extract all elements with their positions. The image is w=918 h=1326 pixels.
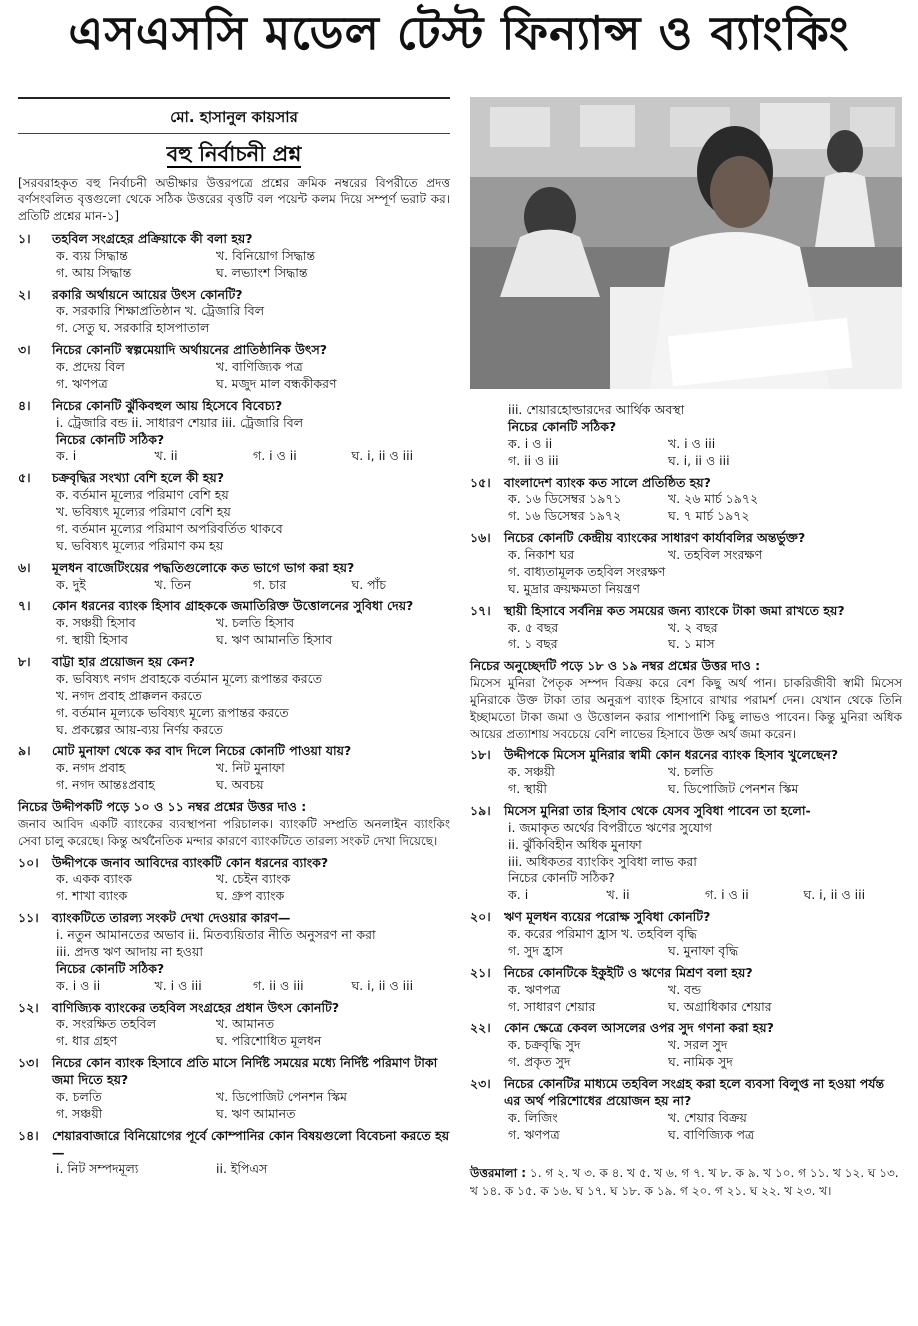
question-15: ১৫। বাংলাদেশ ব্যাংক কত সালে প্রতিষ্ঠিত হয়? ক. ১৬ ডিসেম্বর ১৯৭১ খ. ২৬ মার্চ ১৯৭২ গ. ১৬ ডিসেম্বর ১৯৭২ ঘ. ৭ মার্চ ১৯৭২ (470, 474, 759, 524)
passage-2-heading: নিচের অনুচ্ছেদটি পড়ে ১৮ ও ১৯ নম্বর প্রশ্নের উত্তর দাও : (470, 658, 761, 674)
left-column (18, 97, 450, 1178)
question-23: ২৩। নিচের কোনটির মাধ্যমে তহবিল সংগ্রহ করা হলে ব্যবসা বিলুপ্ত না হওয়া পর্যন্ত এর অর্থ পরিশোধের প্রয়োজন হয় না? ক. লিজিং খ. শেয়ার বিক্রয় গ. ঋণপত্র ঘ. বাণিজ্যিক পত্র (470, 1076, 885, 1142)
question-8: ৮। বাট্টা হার প্রয়োজন হয় কেন? ক. ভবিষ্যৎ নগদ প্রবাহকে বর্তমান মূল্যে রূপান্তর করতে খ. নগদ প্রবাহ প্রাক্কলন করতে গ. বর্তমান মূল্যকে ভবিষ্যৎ মূল্যে রূপান্তর করতে ঘ. প্রকল্পের আয়-ব্যয় নির্ণয় করতে (18, 654, 323, 737)
question-14: ১৪। শেয়ারবাজারে বিনিয়োগের পূর্বে কোম্পানির কোন বিষয়গুলো বিবেচনা করতে হয়— i. নিট সম্পদমূল্য ii. ইপিএস (18, 1127, 450, 1177)
question-5: ৫। চক্রবৃদ্ধির সংখ্যা বেশি হলে কী হয়? ক. বর্তমান মূল্যের পরিমাণ বেশি হয় খ. ভবিষ্যৎ মূল্যের পরিমাণ বেশি হয় গ. বর্তমান মূল্যের পরিমাণ অপরিবর্তিত থাকবে ঘ. ভবিষ্যৎ মূল্যের পরিমাণ কম হয় (18, 470, 283, 553)
instructions: [সরবরাহকৃত বহু নির্বাচনী অভীক্ষার উত্তরপত্রে প্রশ্নের ক্রমিক নম্বরের বিপরীতে প্রদত্ত বর্ণসংবলিত বৃত্তগুলো থেকে সঠিক উত্তরের বৃত্তটি বল পয়েন্ট কলম দিয়ে সম্পূর্ণ ভরাট কর। প্রতিটি প্রশ্নের মান-১] (18, 175, 450, 224)
question-16: ১৬। নিচের কোনটি কেন্দ্রীয় ব্যাংকের সাধারণ কার্যাবলির অন্তর্ভুক্ত? ক. নিকাশ ঘর খ. তহবিল সংরক্ষণ গ. বাধ্যতামূলক তহবিল সংরক্ষণ ঘ. মুদ্রার ক্রয়ক্ষমতা নিয়ন্ত্রণ (470, 530, 806, 596)
question-21: ২১। নিচের কোনটিকে ইকুইটি ও ঋণের মিশ্রণ বলা হয়? ক. ঋণপত্র খ. বন্ড গ. সাধারণ শেয়ার ঘ. অগ্রাধিকার শেয়ার (470, 964, 772, 1014)
question-14-continued: iii. শেয়ারহোল্ডারদের আর্থিক অবস্থা নিচের কোনটি সঠিক? ক. i ও ii খ. i ও iii গ. ii ও iii ঘ. i, ii ও iii (508, 402, 730, 468)
question-4: ৪। নিচের কোনটি ঝুঁকিবহুল আয় হিসেবে বিবেচ্য? i. ট্রেজারি বন্ড ii. সাধারণ শেয়ার iii. ট্রেজারি বিল নিচের কোনটি সঠিক? ক. i খ. ii গ. i ও ii ঘ. i, ii ও iii (18, 397, 414, 464)
question-3: ৩। নিচের কোনটি স্বল্পমেয়াদি অর্থায়নের প্রাতিষ্ঠানিক উৎস? ক. প্রদেয় বিল খ. বাণিজ্যিক পত্র গ. ঋণপত্র ঘ. মজুদ মাল বন্ধকীকরণ (18, 342, 337, 391)
section-heading: বহু নির্বাচনী প্রশ্ন (166, 142, 302, 167)
page-title: এসএসসি মডেল টেস্ট ফিন্যান্স ও ব্যাংকিং (68, 6, 850, 60)
question-6: ৬। মূলধন বাজেটিংয়ের পদ্ধতিগুলোকে কত ভাগে ভাগ করা হয়? ক. দুই খ. তিন গ. চার ঘ. পাঁচ (18, 559, 387, 592)
passage-1-heading: নিচের উদ্দীপকটি পড়ে ১০ ও ১১ নম্বর প্রশ্নের উত্তর দাও : (18, 799, 307, 815)
question-1: ১। তহবিল সংগ্রহের প্রক্রিয়াকে কী বলা হয়? ক. ব্যয় সিদ্ধান্ত খ. বিনিয়োগ সিদ্ধান্ত গ. আয় সিদ্ধান্ত ঘ. লভ্যাংশ সিদ্ধান্ত (18, 230, 316, 280)
top-rule (18, 97, 450, 99)
passage-1: জনাব আবিদ একটি ব্যাংকের ব্যবস্থাপনা পরিচালক। ব্যাংকটি সম্প্রতি অনলাইন ব্যাংকিং সেবা চালু করেছে। কিন্তু অর্থনৈতিক মন্দার কারণে ব্যাংকটিতে তারল্য সংকট দেখা দিয়েছে। (18, 816, 450, 848)
question-9: ৯। মোট মুনাফা থেকে কর বাদ দিলে নিচের কোনটি পাওয়া যায়? ক. নগদ প্রবাহ খ. নিট মুনাফা গ. নগদ আন্তঃপ্রবাহ ঘ. অবচয় (18, 743, 352, 793)
exam-hall-photo (470, 97, 902, 389)
answer-key: উত্তরমালা : ১. গ ২. খ ৩. ক ৪. খ ৫. খ ৬. গ ৭. খ ৮. ক ৯. খ ১০. গ ১১. খ ১২. ঘ ১৩. খ ১৪. ক ১৫. ক ১৬. ঘ ১৭. ঘ ১৮. ক ১৯. গ ২০. গ ২১. ঘ ২২. খ ২৩. খ। (470, 1165, 899, 1199)
question-12: ১২। বাণিজ্যিক ব্যাংকের তহবিল সংগ্রহের প্রধান উৎস কোনটি? ক. সংরক্ষিত তহবিল খ. আমানত গ. ধার গ্রহণ ঘ. পরিশোধিত মূলধন (18, 999, 340, 1049)
right-column (470, 397, 902, 1201)
question-19: ১৯। মিসেস মুনিরা তার হিসাব থেকে যেসব সুবিধা পাবেন তা হলো- i. জমাকৃত অর্থের বিপরীতে ঋণের সুযোগ ii. ঝুঁকিবিহীন অধিক মুনাফা iii. অধিকতর ব্যাংকিং সুবিধা লাভ করা নিচের কোনটি সঠিক? ক. i খ. ii গ. i ও ii ঘ. i, ii ও iii (470, 802, 866, 903)
question-17: ১৭। স্থায়ী হিসাবে সর্বনিম্ন কত সময়ের জন্য ব্যাংকে টাকা জমা রাখতে হয়? ক. ৫ বছর খ. ২ বছর গ. ১ বছর ঘ. ১ মাস (470, 602, 845, 652)
question-11: ১১। ব্যাংকটিতে তারল্য সংকট দেখা দেওয়ার কারণ— i. নতুন আমানতের অভাব ii. মিতব্যয়িতার নীতি অনুসরণ না করা iii. প্রদত্ত ঋণ আদায় না হওয়া নিচের কোনটি সঠিক? ক. i ও ii খ. i ও iii গ. ii ও iii ঘ. i, ii ও iii (18, 910, 414, 993)
question-18: ১৮। উদ্দীপকে মিসেস মুনিরার স্বামী কোন ধরনের ব্যাংক হিসাব খুলেছেন? ক. সঞ্চয়ী খ. চলতি গ. স্থায়ী ঘ. ডিপোজিট পেনশন স্কিম (470, 747, 839, 797)
question-10: ১০। উদ্দীপকে জনাব আবিদের ব্যাংকটি কোন ধরনের ব্যাংক? ক. একক ব্যাংক খ. চেইন ব্যাংক গ. শাখা ব্যাংক ঘ. গ্রুপ ব্যাংক (18, 854, 329, 904)
exam-hall-photo-image (470, 97, 902, 389)
question-13: ১৩। নিচের কোন ব্যাংক হিসাবে প্রতি মাসে নির্দিষ্ট সময়ের মধ্যে নির্দিষ্ট পরিমাণ টাকা জমা দিতে হয়? ক. চলতি খ. ডিপোজিট পেনশন স্কিম গ. সঞ্চয়ী ঘ. ঋণ আমানত (18, 1055, 438, 1121)
byline-rule (18, 133, 450, 134)
passage-2: মিসেস মুনিরা পৈতৃক সম্পদ বিক্রয় করে বেশ কিছু অর্থ পান। চাকরিজীবী স্বামী মিসেস মুনিরাকে উক্ত টাকা তার অনুরূপ ব্যাংক হিসাবে রাখার পরামর্শ দেন। যেখান থেকে তিনি ইচ্ছামতো টাকা জমা ও উত্তোলন করার পাশাপাশি কিছু লাভও পাবেন। কিন্তু মুনিরা অধিক আয়ের প্রত্যাশায় সবচেয়ে বেশি লাভের হিসাবে উক্ত অর্থ জমা করেন। (470, 676, 902, 741)
author-byline: মো. হাসানুল কায়সার (170, 108, 298, 126)
question-20: ২০। ঋণ মূলধন ব্যয়ের পরোক্ষ সুবিধা কোনটি? ক. করের পরিমাণ হ্রাস খ. তহবিল বৃদ্ধি গ. সুদ হ্রাস ঘ. মুনাফা বৃদ্ধি (470, 909, 739, 958)
question-22: ২২। কোন ক্ষেত্রে কেবল আসলের ওপর সুদ গণনা করা হয়? ক. চক্রবৃদ্ধি সুদ খ. সরল সুদ গ. প্রকৃত সুদ ঘ. নামিক সুদ (470, 1020, 774, 1070)
question-7: ৭। কোন ধরনের ব্যাংক হিসাব গ্রাহককে জমাতিরিক্ত উত্তোলনের সুবিধা দেয়? ক. সঞ্চয়ী হিসাব খ. চলতি হিসাব গ. স্থায়ী হিসাব ঘ. ঋণ আমানতি হিসাব (18, 598, 414, 648)
question-2: ২। রকারি অর্থায়নে আয়ের উৎস কোনটি? ক. সরকারি শিক্ষাপ্রতিষ্ঠান খ. ট্রেজারি বিল গ. সেতু ঘ. সরকারি হাসপাতাল (18, 286, 265, 336)
